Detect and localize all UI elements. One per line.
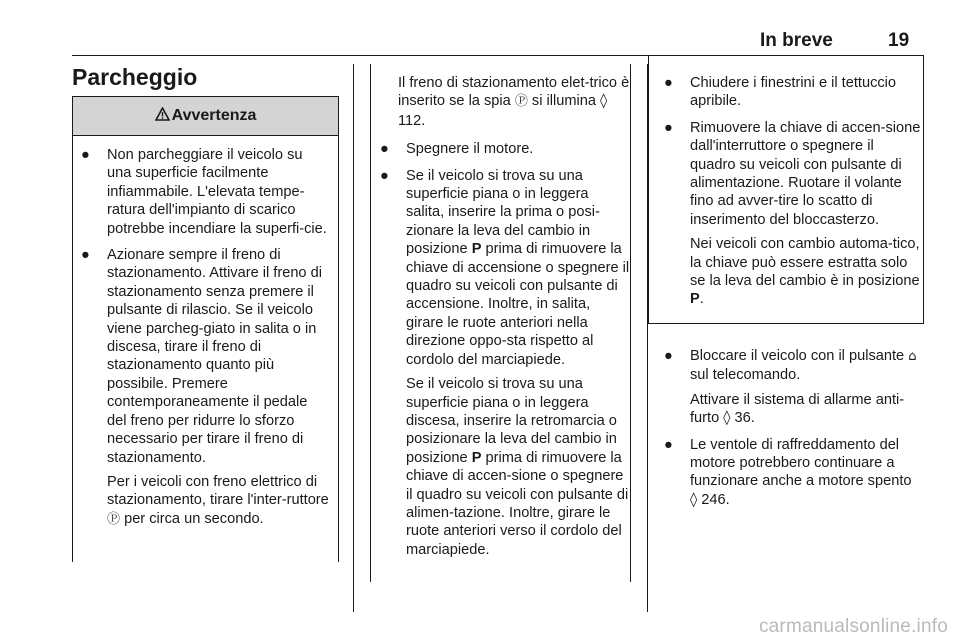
page-number: 19 [888,30,910,51]
column-3 [664,74,922,517]
warning-item [81,246,330,529]
section-title: Parcheggio [72,64,198,90]
lock-icon: ⌂ [908,348,917,364]
warning-body [73,136,338,529]
bullet-dot: ● [664,436,673,453]
warning-extra-paragraph: Per i veicoli con freno elettrico di stazionamento, tirare l'inter-ruttore Ⓟ per circa un secondo. [107,473,329,527]
list-item: ● Spegnere il motore. [380,141,534,158]
bullet-dot: ● [380,141,389,158]
list-item: ● Bloccare il veicolo con il pulsante ⌂ sul telecomando. Attivare il sistema di allarme anti-furto ◊ 36. [664,347,922,428]
page-ref-icon: ◊ [690,490,698,508]
warning-heading-text: Avvertenza [171,107,257,124]
watermark: carmanualsonline.info [758,616,948,637]
bullet-dot: ● [81,247,90,264]
bullet-dot: ● [81,147,90,163]
list-item: ● Le ventole di raffreddamento del motore potrebbero continuare a funzionare anche a motore spento ◊ 246. [664,436,912,508]
warning-item-text: Azionare sempre il freno di stazionamento. Attivare il freno di stazionamento senza premere il pulsante di rilascio. Se il veicolo viene parcheg-giato in salita o in discesa, tirare il freno di stazionamento quanto più possibile. Premere contemporaneamente il pedale del freno per ridurre lo sforzo necessario per tirare il freno di stazionamento. [107,247,322,466]
column-divider-1 [353,64,354,612]
paragraph: Il freno di stazionamento elet-trico è inserito se la spia Ⓟ si illumina ◊ 112. [398,75,630,129]
page-ref-icon: ◊ [723,409,731,427]
page-ref-icon: ◊ [600,92,608,110]
list-item: ● Rimuovere la chiave di accen-sione dall'interruttore o spegnere il quadro su veicoli con pulsante di alimentazione. Ruotare il volante fino ad avver-tire lo scatto di inserimento del bloccasterzo. Nei veicoli con cambio automa-tico, la chiave può essere estratta solo se la leva del cambio è in posizione P. [664,119,921,308]
bullet-dot: ● [664,347,673,364]
list-item: ● Se il veicolo si trova su una superficie piana o in leggera salita, inserire la prima o posi-zionare la leva del cambio in posizione P prima di rimuovere la chiave di accensione o spegnere il quadro su veicoli con pulsante di accensione. Inoltre, in salita, girare le ruote anteriori nella direzione oppo-sta rispetto al cordolo del marciapiede. Se il veicolo si trova su una superficie piana o in leggera discesa, inserire la retromarcia o posizionare la leva del cambio in posizione P prima di rimuovere la chiave di accen-sione o spegnere il quadro su veicoli con pulsante di alimen-tazione. Inoltre, girare le ruote anteriori verso il cordolo del marciapiede. [380,167,630,558]
sub-paragraph: Nei veicoli con cambio automa-tico, la chiave può essere estratta solo se la leva del cambio è in posizione P. [690,236,920,308]
parking-brake-icon: Ⓟ [107,511,121,527]
warning-box [72,96,339,562]
bullet-dot: ● [380,167,389,184]
header-section-title: In breve [760,30,833,51]
warning-triangle-icon [155,106,170,126]
sub-paragraph: Se il veicolo si trova su una superficie piana o in leggera discesa, inserire la retromarcia o posizionare la leva del cambio in posizione P prima di rimuovere la chiave di accen-sione o spegnere il quadro su veicoli con pulsante di alimen-tazione. Inoltre, girare le ruote anteriori verso il cordolo del marciapiede. [406,376,629,558]
bullet-dot: ● [664,119,673,136]
col2-marker [370,64,371,582]
list-item: ● Chiudere i finestrini e il tettuccio apribile. [664,75,897,110]
bullet-dot: ● [664,75,673,91]
warning-item [81,146,330,238]
column-2 [380,74,630,567]
warning-heading [73,96,338,136]
warning-item-text: Non parcheggiare il veicolo su una superficie facilmente infiammabile. L'elevata tempe-ratura dell'impianto di scarico potrebbe incendiare la superfi-cie. [107,147,327,237]
col2-marker-right [630,64,631,582]
parking-brake-icon: Ⓟ [514,94,528,110]
sub-paragraph: Attivare il sistema di allarme anti-furto ◊ 36. [690,391,905,427]
